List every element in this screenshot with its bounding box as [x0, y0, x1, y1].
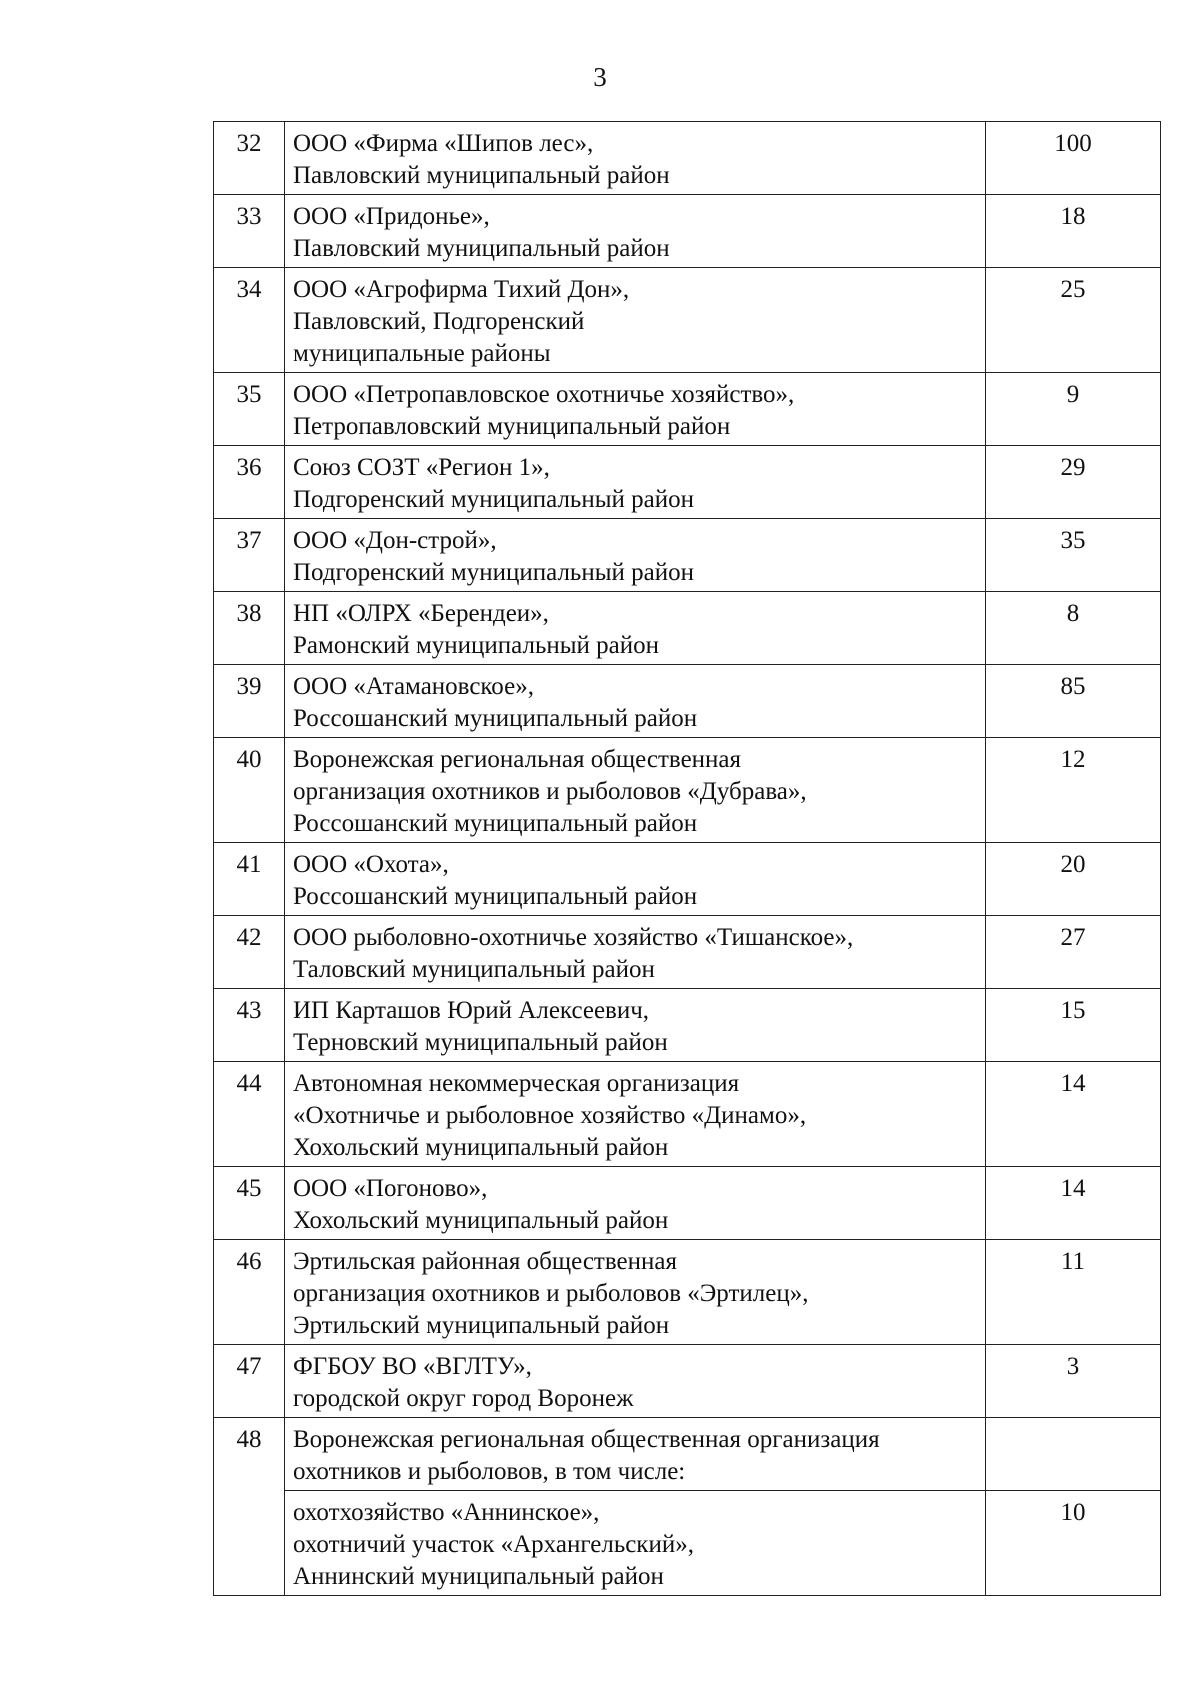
table-row	[214, 1062, 1161, 1167]
row-number: 41	[214, 843, 285, 916]
cell-text-line: ООО «Фирма «Шипов лес»,	[293, 130, 594, 157]
quantity-cell: 14	[986, 1062, 1161, 1167]
row-number: 48	[214, 1418, 285, 1596]
organization-cell	[285, 989, 986, 1062]
cell-text-line: ООО «Погоново»,	[293, 1175, 488, 1202]
quantity-cell: 29	[986, 446, 1161, 519]
table-subrow	[214, 1491, 1161, 1596]
organization-cell	[285, 1240, 986, 1345]
row-number: 46	[214, 1240, 285, 1345]
organization-cell	[285, 195, 986, 268]
row-number: 34	[214, 268, 285, 373]
quantity-cell: 9	[986, 373, 1161, 446]
cell-text-line: Павловский муниципальный район	[293, 162, 670, 189]
organization-cell	[285, 373, 986, 446]
quantity-cell: 27	[986, 916, 1161, 989]
table-row	[214, 989, 1161, 1062]
table-body	[214, 122, 1161, 1596]
cell-text-line: Подгоренский муниципальный район	[293, 559, 694, 586]
cell-text-line: Воронежская региональная общественная организация	[293, 1426, 880, 1453]
cell-text-line: организация охотников и рыболовов «Дубрава»,	[293, 778, 807, 805]
cell-text-line: Подгоренский муниципальный район	[293, 486, 694, 513]
cell-text-line: муниципальные районы	[293, 340, 551, 367]
quantity-cell: 3	[986, 1345, 1161, 1418]
organization-cell	[285, 592, 986, 665]
cell-text-line: Россошанский муниципальный район	[293, 810, 698, 837]
row-number: 39	[214, 665, 285, 738]
cell-text-line: Таловский муниципальный район	[293, 956, 655, 983]
cell-text-line: Хохольский муниципальный район	[293, 1134, 669, 1161]
cell-text-line: охотников и рыболовов, в том числе:	[293, 1458, 686, 1485]
cell-text-line: охотхозяйство «Аннинское»,	[293, 1499, 600, 1526]
organization-cell	[285, 738, 986, 843]
table-row	[214, 1418, 1161, 1491]
cell-text-line: ФГБОУ ВО «ВГЛТУ»,	[293, 1353, 532, 1380]
row-number: 42	[214, 916, 285, 989]
cell-text-line: ООО рыболовно-охотничье хозяйство «Тишанское»,	[293, 924, 854, 951]
table-row	[214, 665, 1161, 738]
table-row	[214, 122, 1161, 195]
cell-text-line: Россошанский муниципальный район	[293, 883, 698, 910]
quantity-cell: 85	[986, 665, 1161, 738]
table-row	[214, 373, 1161, 446]
cell-text-line: Автономная некоммерческая организация	[293, 1070, 740, 1097]
row-number: 40	[214, 738, 285, 843]
cell-text-line: ООО «Дон-строй»,	[293, 527, 497, 554]
quantity-cell: 18	[986, 195, 1161, 268]
page-number: 3	[593, 62, 607, 92]
cell-text-line: Эртильский муниципальный район	[293, 1312, 670, 1339]
organization-cell	[285, 1062, 986, 1167]
table-row	[214, 738, 1161, 843]
quantity-cell: 15	[986, 989, 1161, 1062]
organization-cell	[285, 122, 986, 195]
cell-text-line: Петропавловский муниципальный район	[293, 413, 731, 440]
row-number: 35	[214, 373, 285, 446]
row-number: 47	[214, 1345, 285, 1418]
cell-text-line: ООО «Агрофирма Тихий Дон»,	[293, 276, 630, 303]
cell-text-line: Павловский муниципальный район	[293, 235, 670, 262]
cell-text-line: Терновский муниципальный район	[293, 1029, 668, 1056]
table-row	[214, 446, 1161, 519]
table-row	[214, 519, 1161, 592]
organization-cell	[285, 843, 986, 916]
cell-text-line: городской округ город Воронеж	[293, 1385, 634, 1412]
row-number: 45	[214, 1167, 285, 1240]
cell-text-line: Россошанский муниципальный район	[293, 705, 698, 732]
quantity-cell: 8	[986, 592, 1161, 665]
cell-text-line: Воронежская региональная общественная	[293, 746, 742, 773]
table-row	[214, 592, 1161, 665]
organization-cell	[285, 916, 986, 989]
organization-cell	[285, 1167, 986, 1240]
table-row	[214, 268, 1161, 373]
row-number: 43	[214, 989, 285, 1062]
quantity-cell: 35	[986, 519, 1161, 592]
row-number: 36	[214, 446, 285, 519]
quantity-cell: 12	[986, 738, 1161, 843]
cell-text-line: ООО «Охота»,	[293, 851, 449, 878]
table-row	[214, 843, 1161, 916]
organization-cell	[285, 519, 986, 592]
quantity-cell: 20	[986, 843, 1161, 916]
cell-text-line: «Охотничье и рыболовное хозяйство «Динамо»,	[293, 1102, 807, 1129]
table-row	[214, 195, 1161, 268]
organization-cell	[285, 665, 986, 738]
quantity-cell	[986, 1418, 1161, 1491]
cell-text-line: ООО «Атамановское»,	[293, 673, 534, 700]
table-row	[214, 1240, 1161, 1345]
row-number: 37	[214, 519, 285, 592]
cell-text-line: Союз СОЗТ «Регион 1»,	[293, 454, 550, 481]
quantity-cell: 25	[986, 268, 1161, 373]
cell-text-line: ООО «Петропавловское охотничье хозяйство»,	[293, 381, 795, 408]
cell-text-line: Павловский, Подгоренский	[293, 308, 585, 335]
organization-cell	[285, 446, 986, 519]
organization-cell	[285, 1491, 986, 1596]
row-number: 38	[214, 592, 285, 665]
cell-text-line: Рамонский муниципальный район	[293, 632, 660, 659]
organization-cell	[285, 1345, 986, 1418]
quantity-cell: 10	[986, 1491, 1161, 1596]
organization-cell	[285, 1418, 986, 1491]
cell-text-line: Хохольский муниципальный район	[293, 1207, 669, 1234]
row-number: 44	[214, 1062, 285, 1167]
quota-table	[213, 121, 1161, 1596]
table-row	[214, 1345, 1161, 1418]
table-row	[214, 916, 1161, 989]
table-row	[214, 1167, 1161, 1240]
cell-text-line: организация охотников и рыболовов «Эртилец»,	[293, 1280, 809, 1307]
cell-text-line: Эртильская районная общественная	[293, 1248, 677, 1275]
row-number: 33	[214, 195, 285, 268]
cell-text-line: Аннинский муниципальный район	[293, 1563, 664, 1590]
cell-text-line: ИП Карташов Юрий Алексеевич,	[293, 997, 650, 1024]
cell-text-line: НП «ОЛРХ «Берендеи»,	[293, 600, 549, 627]
organization-cell	[285, 268, 986, 373]
cell-text-line: ООО «Придонье»,	[293, 203, 490, 230]
quantity-cell: 14	[986, 1167, 1161, 1240]
quantity-cell: 100	[986, 122, 1161, 195]
quantity-cell: 11	[986, 1240, 1161, 1345]
row-number: 32	[214, 122, 285, 195]
cell-text-line: охотничий участок «Архангельский»,	[293, 1531, 694, 1558]
